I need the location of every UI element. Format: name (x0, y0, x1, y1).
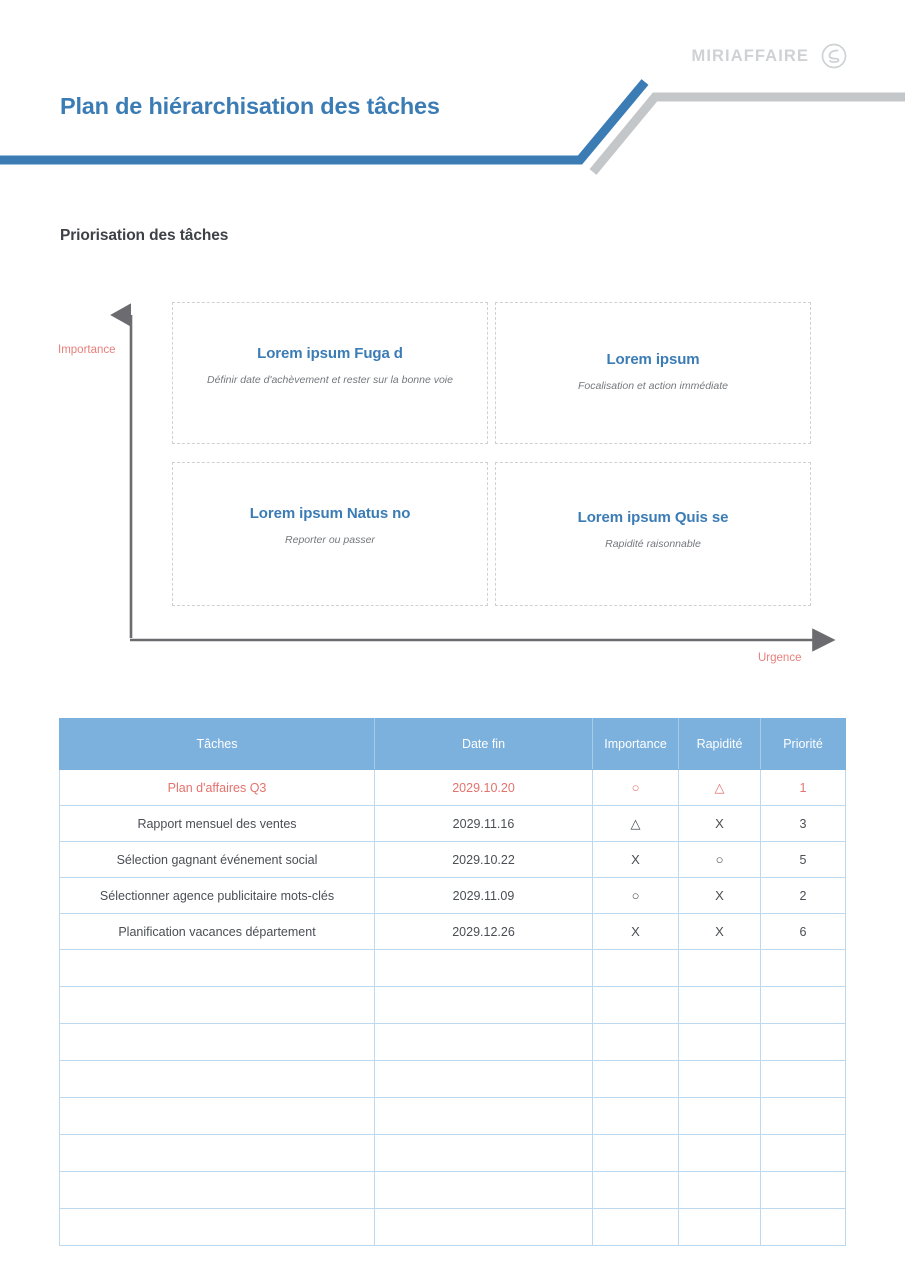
cell-importance[interactable]: ○ (593, 878, 679, 914)
cell-date[interactable] (375, 1024, 593, 1061)
cell-task[interactable] (60, 950, 375, 987)
cell-rapidity[interactable] (679, 1024, 761, 1061)
cell-task[interactable] (60, 987, 375, 1024)
cell-importance[interactable]: △ (593, 806, 679, 842)
cell-date[interactable] (375, 1061, 593, 1098)
cell-priority[interactable] (761, 950, 846, 987)
cell-importance[interactable] (593, 987, 679, 1024)
task-table-body (60, 770, 846, 1246)
cell-date[interactable]: 2029.12.26 (375, 914, 593, 950)
cell-rapidity[interactable] (679, 1172, 761, 1209)
cell-rapidity[interactable]: X (679, 914, 761, 950)
cell-date[interactable]: 2029.10.22 (375, 842, 593, 878)
cell-priority[interactable] (761, 1135, 846, 1172)
cell-rapidity[interactable]: △ (679, 770, 761, 806)
table-row[interactable] (60, 1098, 846, 1135)
cell-task[interactable]: Planification vacances département (60, 914, 375, 950)
cell-task[interactable] (60, 1172, 375, 1209)
section-title: Priorisation des tâches (60, 227, 229, 244)
quadrant-subtitle: Focalisation et action immédiate (578, 380, 728, 392)
cell-rapidity[interactable] (679, 1061, 761, 1098)
miriaffaire-swirl-logo-icon (821, 43, 847, 69)
priority-matrix (0, 280, 905, 680)
cell-importance[interactable] (593, 1172, 679, 1209)
cell-task[interactable]: Rapport mensuel des ventes (60, 806, 375, 842)
cell-importance[interactable] (593, 1098, 679, 1135)
cell-rapidity[interactable] (679, 1135, 761, 1172)
cell-importance[interactable] (593, 1209, 679, 1246)
header-gray-line (593, 97, 905, 172)
cell-date[interactable] (375, 1098, 593, 1135)
table-row[interactable] (60, 914, 846, 950)
cell-importance[interactable]: ○ (593, 770, 679, 806)
table-row[interactable] (60, 1024, 846, 1061)
cell-priority[interactable]: 5 (761, 842, 846, 878)
cell-date[interactable] (375, 950, 593, 987)
quadrant-title: Lorem ipsum Fuga d (257, 345, 403, 362)
quadrant-bottom-left[interactable] (172, 462, 488, 606)
cell-rapidity[interactable] (679, 1098, 761, 1135)
brand-name: MIRIAFFAIRE (691, 46, 809, 65)
cell-rapidity[interactable] (679, 950, 761, 987)
cell-rapidity[interactable]: ○ (679, 842, 761, 878)
cell-importance[interactable] (593, 950, 679, 987)
urgence-axis-label: Urgence (758, 652, 802, 664)
cell-task[interactable]: Sélectionner agence publicitaire mots-clés (60, 878, 375, 914)
cell-task[interactable] (60, 1209, 375, 1246)
column-header-task[interactable]: Tâches (60, 719, 375, 770)
cell-rapidity[interactable] (679, 1209, 761, 1246)
table-row[interactable] (60, 1209, 846, 1246)
cell-priority[interactable] (761, 1061, 846, 1098)
cell-date[interactable] (375, 1135, 593, 1172)
cell-task[interactable] (60, 1098, 375, 1135)
table-row[interactable] (60, 878, 846, 914)
quadrant-subtitle: Reporter ou passer (285, 534, 375, 546)
cell-priority[interactable] (761, 1098, 846, 1135)
cell-priority[interactable] (761, 1172, 846, 1209)
quadrant-top-right[interactable] (495, 302, 811, 444)
cell-priority[interactable] (761, 1209, 846, 1246)
cell-priority[interactable] (761, 1024, 846, 1061)
column-header-date[interactable]: Date fin (375, 719, 593, 770)
column-header-priority[interactable]: Priorité (761, 719, 846, 770)
cell-importance[interactable]: X (593, 842, 679, 878)
table-row[interactable] (60, 987, 846, 1024)
table-header-row (60, 719, 846, 770)
quadrant-subtitle: Définir date d'achèvement et rester sur la bonne voie (207, 374, 453, 386)
quadrant-subtitle: Rapidité raisonnable (605, 538, 701, 550)
quadrant-title: Lorem ipsum (606, 351, 700, 368)
cell-date[interactable]: 2029.10.20 (375, 770, 593, 806)
table-row[interactable] (60, 1061, 846, 1098)
cell-rapidity[interactable]: X (679, 806, 761, 842)
cell-priority[interactable]: 2 (761, 878, 846, 914)
cell-priority[interactable]: 1 (761, 770, 846, 806)
cell-priority[interactable] (761, 987, 846, 1024)
cell-task[interactable] (60, 1024, 375, 1061)
quadrant-title: Lorem ipsum Quis se (577, 509, 729, 526)
column-header-rapidity[interactable]: Rapidité (679, 719, 761, 770)
brand-lockup (691, 43, 847, 69)
table-row[interactable] (60, 1172, 846, 1209)
cell-task[interactable]: Sélection gagnant événement social (60, 842, 375, 878)
task-table-header (60, 719, 846, 770)
table-row[interactable] (60, 1135, 846, 1172)
page-title: Plan de hiérarchisation des tâches (60, 93, 440, 119)
quadrant-bottom-right[interactable] (495, 462, 811, 606)
cell-date[interactable]: 2029.11.09 (375, 878, 593, 914)
column-header-importance[interactable]: Importance (593, 719, 679, 770)
cell-date[interactable] (375, 1172, 593, 1209)
cell-task[interactable]: Plan d'affaires Q3 (60, 770, 375, 806)
quadrant-title: Lorem ipsum Natus no (249, 505, 411, 522)
cell-rapidity[interactable] (679, 987, 761, 1024)
cell-importance[interactable] (593, 1024, 679, 1061)
cell-priority[interactable]: 3 (761, 806, 846, 842)
cell-date[interactable]: 2029.11.16 (375, 806, 593, 842)
table-row[interactable] (60, 770, 846, 806)
document-header (0, 0, 905, 200)
quadrant-top-left[interactable] (172, 302, 488, 444)
cell-date[interactable] (375, 987, 593, 1024)
importance-axis-label: Importance (58, 344, 116, 356)
cell-task[interactable] (60, 1135, 375, 1172)
cell-rapidity[interactable]: X (679, 878, 761, 914)
cell-date[interactable] (375, 1209, 593, 1246)
cell-importance[interactable] (593, 1061, 679, 1098)
table-row[interactable] (60, 950, 846, 987)
cell-importance[interactable] (593, 1135, 679, 1172)
table-row[interactable] (60, 842, 846, 878)
cell-priority[interactable]: 6 (761, 914, 846, 950)
table-row[interactable] (60, 806, 846, 842)
cell-task[interactable] (60, 1061, 375, 1098)
cell-importance[interactable]: X (593, 914, 679, 950)
task-table (59, 718, 846, 1246)
